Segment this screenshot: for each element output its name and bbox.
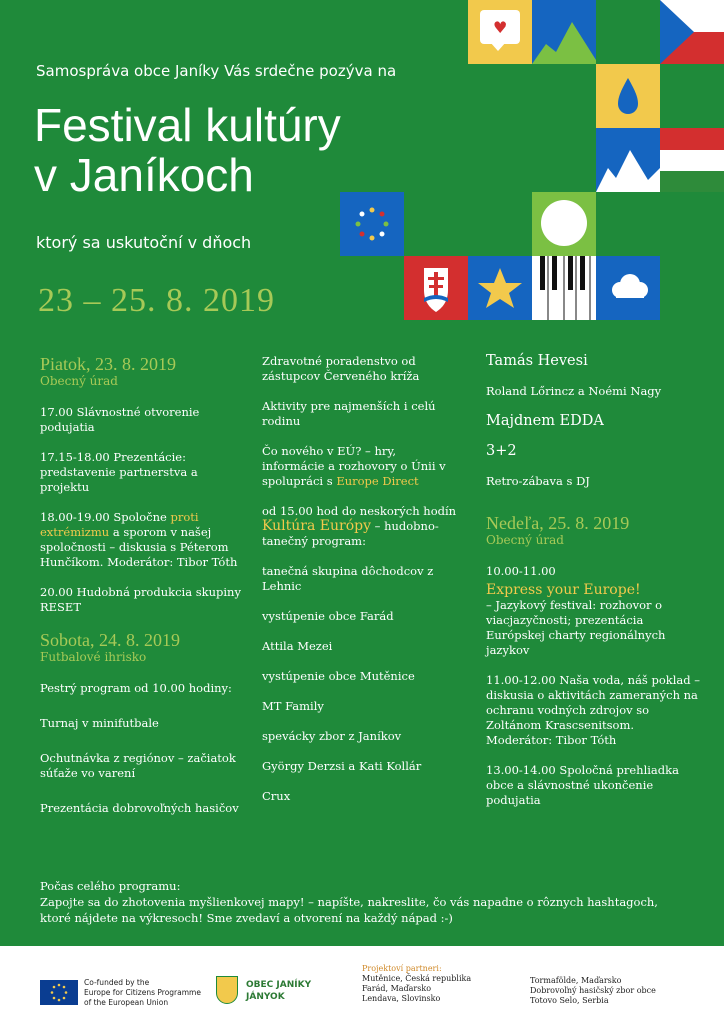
czech-flag-icon [660,0,724,64]
performer: vystúpenie obce Mutěnice [262,669,415,683]
sunday-title: Nedeľa, 25. 8. 2019 [486,513,630,533]
friday-item: 18.00-19.00 Spoločne proti extrémizmu a sporom v našej spoločnosti – diskusia s Péterom Hunčíkom. Moderátor: Tibor Tóth [40,510,238,569]
eu-info-item: Čo nového v EÚ? – hry, informácie a rozhovory o Únii v spolupráci s Europe Direct [262,444,446,488]
cloud-icon [596,256,660,320]
performer: Crux [262,789,291,803]
column-left [40,354,250,831]
column-right [486,354,701,823]
act-name: Tamás Hevesi [486,353,588,369]
water-drop-icon [596,64,660,128]
performer: vystúpenie obce Farád [262,609,394,623]
friday-item: 20.00 Hudobná produkcia skupiny RESET [40,585,241,614]
performer: György Derzsi a Kati Kollár [262,759,422,773]
friday-title: Piatok, 23. 8. 2019 [40,354,177,374]
partners-list: Projektoví partneri: Mutěnice, Česká republika Farád, Maďarsko Lendava, Slovinsko [362,964,522,1004]
title-line-2: v Janíkoch [34,149,254,201]
middle-item: Zdravotné poradenstvo od zástupcov Červeného kríža [262,354,420,383]
kultura-heading: Kultúra Európy – hudobno-tanečný program: [262,518,439,548]
janiky-coat-of-arms-icon [216,976,238,1004]
festival-dates: 23 – 25. 8. 2019 [38,282,275,319]
piano-keys-icon [532,256,596,320]
closing-note [40,878,680,926]
express-title: Express your Europe! [486,582,641,598]
saturday-item: Prezentácia dobrovoľných hasičov [40,801,239,815]
snowy-mountain-icon [596,128,660,192]
middle-item: Aktivity pre najmenších i celú rodinu [262,399,436,428]
friday-place: Obecný úrad [40,374,118,388]
europe-direct-highlight: Europe Direct [336,474,419,488]
performer: tanečná skupina dôchodcov z Lehnic [262,564,434,593]
sunday-item: 11.00-12.00 Naša voda, náš poklad – diskusia o aktivitách zameraných na ochranu vodných zdrojov so Zoltánom Krascsenitsom. Moderátor: Tibor Tóth [486,673,701,747]
act-name: Roland Lőrincz a Noémi Nagy [486,384,662,398]
saturday-place: Futbalové ihrisko [40,650,147,664]
partners-heading: Projektoví partneri: [362,964,442,973]
saturday-item: Pestrý program od 10.00 hodiny: [40,681,232,695]
footer [0,946,724,1024]
eu-stars-icon [340,192,404,256]
page-title [34,100,341,200]
partners-list-2: Tormafölde, Maďarsko Dobrovoľný hasičský zbor obce Totovo Selo, Serbia [530,976,656,1005]
slovakia-emblem-icon [404,256,468,320]
intro-text: Samospráva obce Janíky Vás srdečne pozýva na [36,62,397,80]
closing-label: Počas celého programu: [40,879,181,893]
performer: Attila Mezei [262,639,333,653]
title-line-1: Festival kultúry [34,99,341,151]
mountain-icon [532,0,596,64]
saturday-title: Sobota, 24. 8. 2019 [40,630,181,650]
star-icon [468,256,532,320]
sunday-place: Obecný úrad [486,533,564,547]
saturday-item: Ochutnávka z regiónov – začiatok súťaže vo varení [40,751,236,780]
performer: spevácky zbor z Janíkov [262,729,402,743]
friday-item: 17.15-18.00 Prezentácie: predstavenie partnerstva a projektu [40,450,198,494]
express-text: – Jazykový festival: rozhovor o viacjazyčnosti; prezentácia Európskej charty regionálnych jazykov [486,598,666,657]
column-middle [262,354,462,819]
sunday-time: 10.00-11.00 [486,564,556,578]
extremism-highlight: proti extrémizmu [40,510,199,539]
icon-mosaic [340,0,724,322]
act-name: Majdnem EDDA [486,413,604,429]
kultura-title: Kultúra Európy [262,518,372,534]
hungary-flag-icon [660,128,724,192]
closing-text: Zapojte sa do zhotovenia myšlienkovej mapy! – napíšte, nakreslite, čo vás napadne o rôznych hashtagoch, ktoré nájdete na výkresoch! Sme zvedaví a otvorení na každý nápad :-) [40,895,658,925]
saturday-item: Turnaj v minifutbale [40,716,159,730]
time-text: od 15.00 hod do neskorých hodín [262,504,457,518]
performer: MT Family [262,699,324,713]
friday-item: 17.00 Slávnostné otvorenie podujatia [40,405,200,434]
obec-janiky-label: OBEC JANÍKY JÁNYOK [246,980,312,1002]
sunday-item: 13.00-14.00 Spoločná prehliadka obce a slávnostné ukončenie podujatia [486,763,679,807]
act-name: Retro-zábava s DJ [486,474,590,488]
eu-cofunded-text: Co-funded by the Europe for Citizens Programme of the European Union [84,978,201,1007]
moon-circle-icon [532,192,596,256]
eu-flag-icon [40,980,78,1005]
act-name: 3+2 [486,443,517,459]
subtitle: ktorý sa uskutoční v dňoch [36,233,252,252]
heart-speech-icon: ♥ [468,0,532,64]
